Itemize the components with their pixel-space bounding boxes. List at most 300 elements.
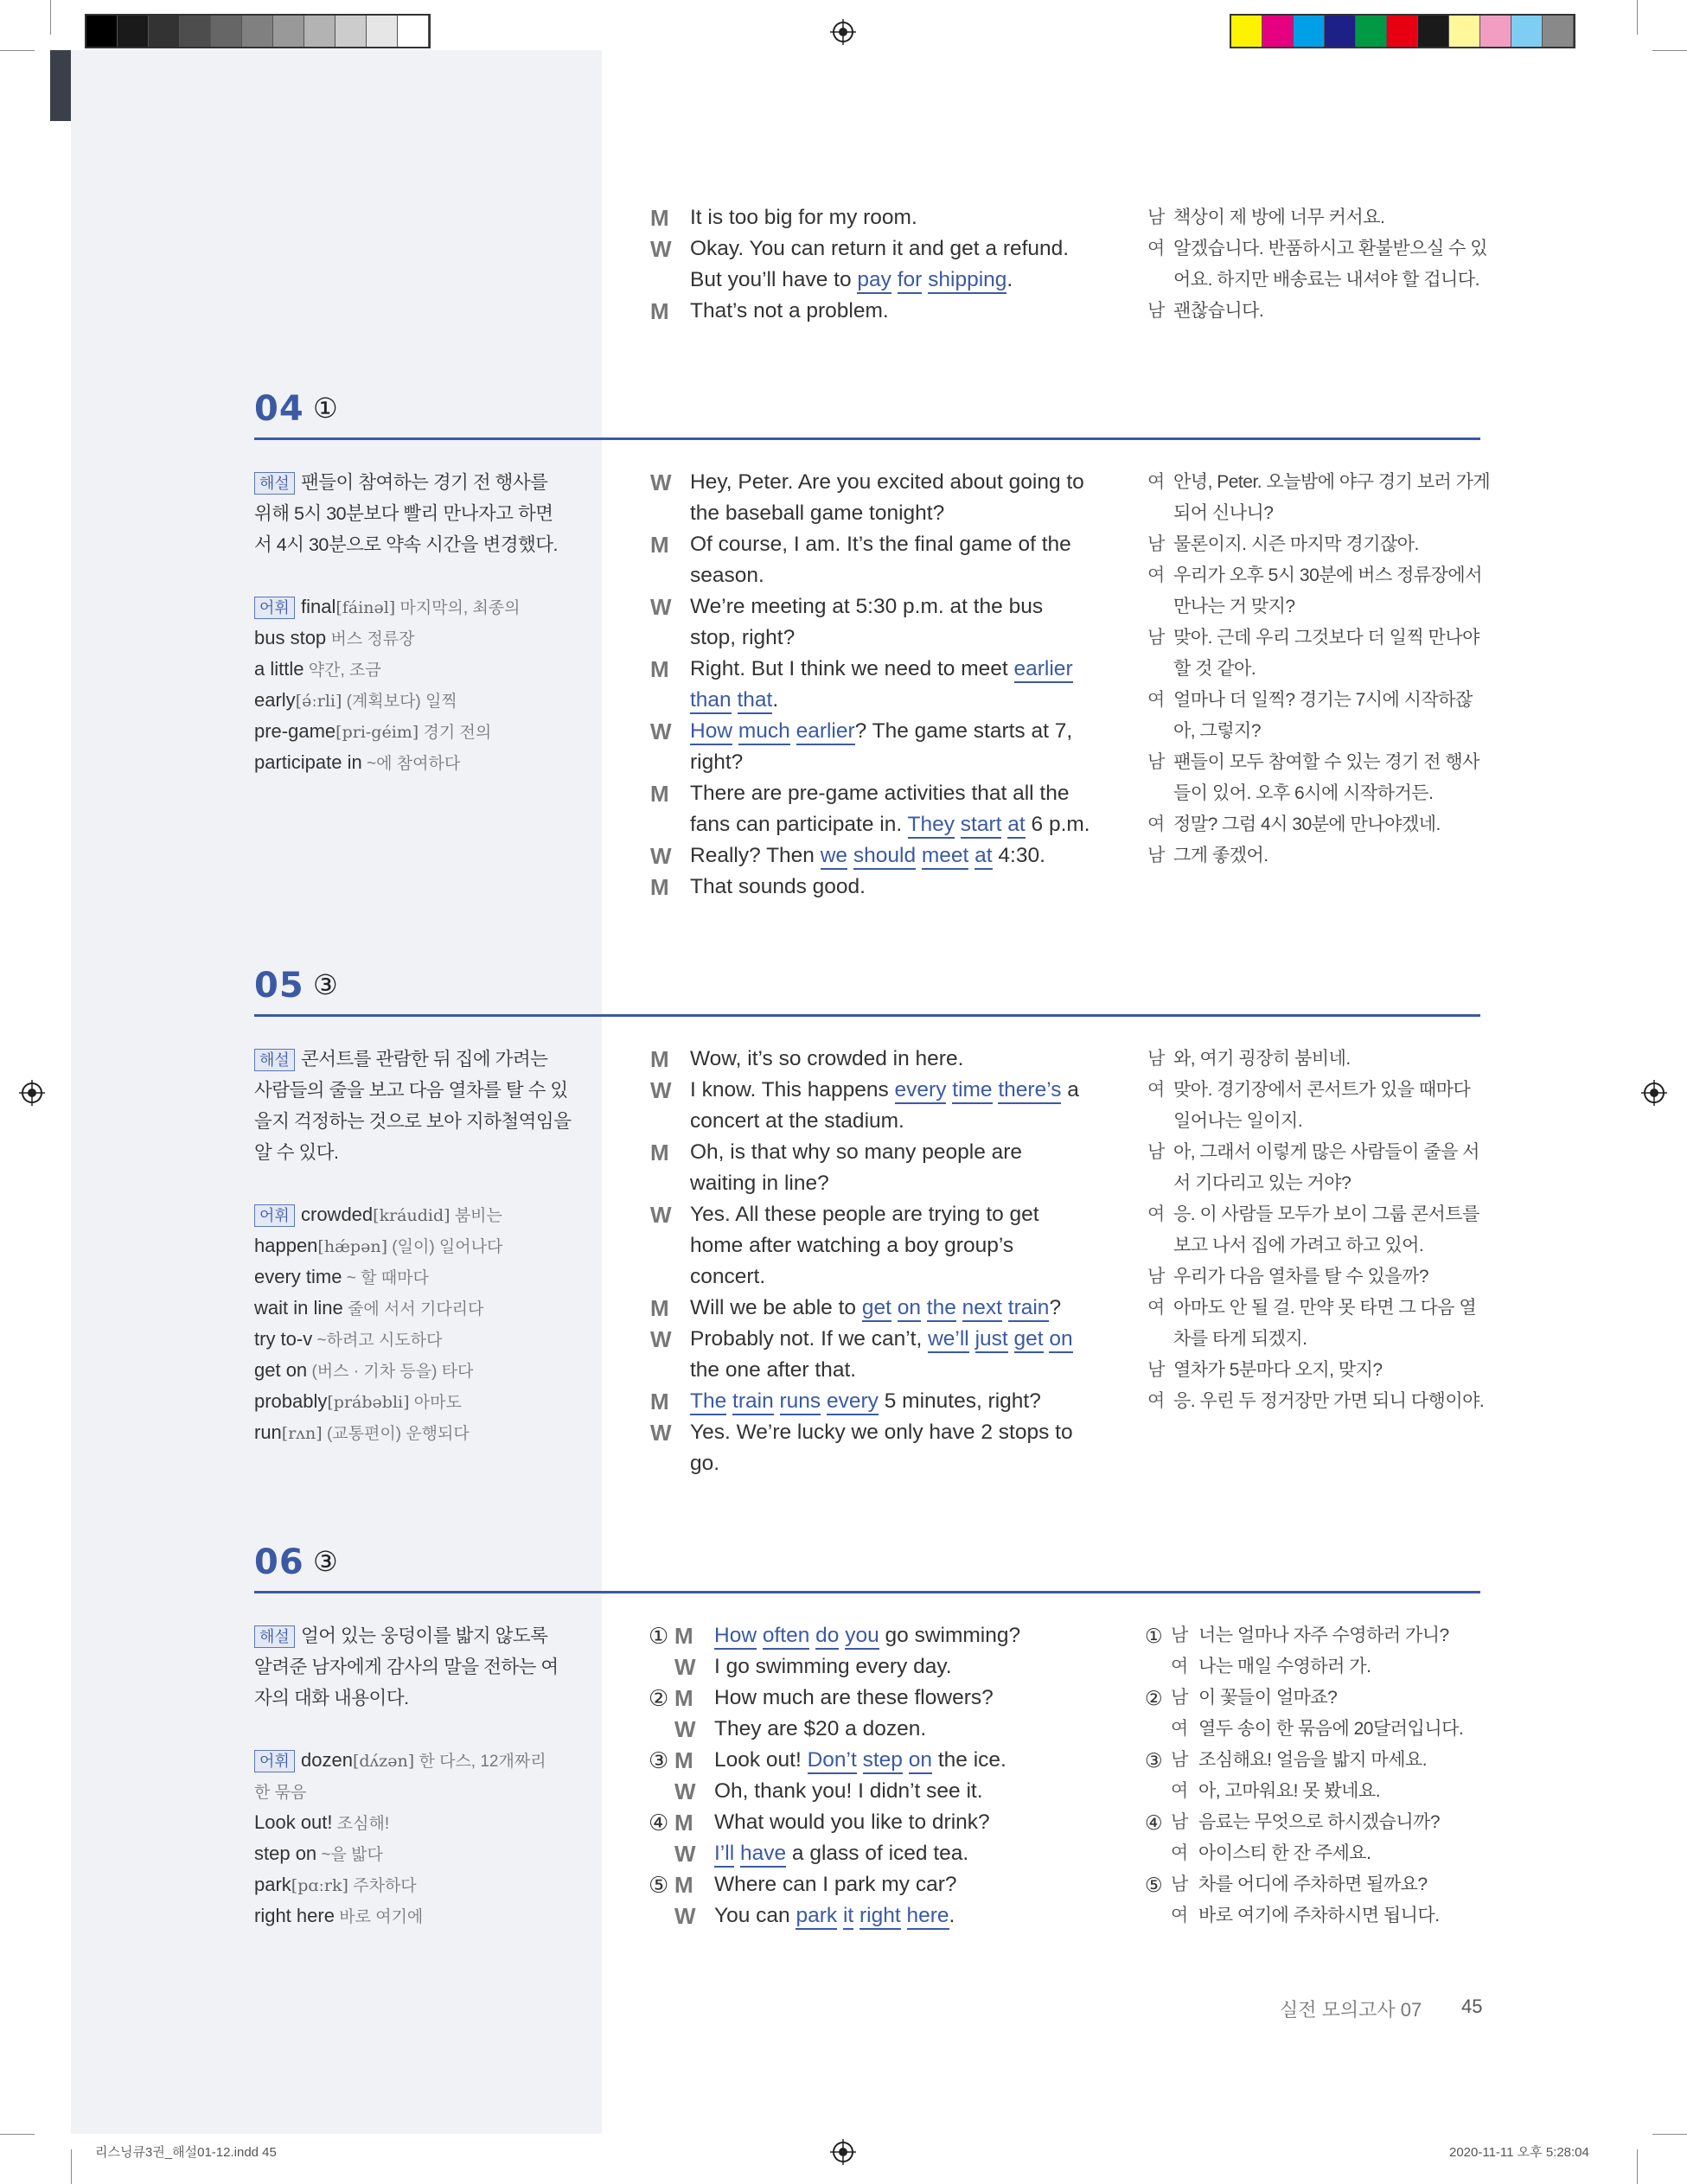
blank-answer: How [690, 719, 732, 745]
translation-line: 할 것 같아. [1173, 659, 1256, 679]
color-swatch [273, 16, 304, 47]
blank-answer: The [690, 1389, 726, 1415]
speaker-label: W [650, 1326, 672, 1352]
translation-line: 우리가 오후 5시 30분에 버스 정류장에서 [1173, 565, 1482, 585]
registration-mark-icon [830, 19, 856, 45]
vocab-word: early [254, 689, 296, 711]
dialogue-line: Probably not. If we can’t, we’ll just get on [690, 1324, 1073, 1355]
crop-mark [71, 2149, 72, 2184]
choice-number: ① [1145, 1625, 1163, 1647]
vocab-pronunciation: [pɑːrk] [291, 1876, 348, 1895]
speaker-label-ko: 여 [1171, 1843, 1189, 1863]
vocabulary-tag: 어휘 [254, 1204, 295, 1227]
question-number: 06 [254, 1542, 304, 1582]
translation-line: 와, 여기 굉장히 붐비네. [1173, 1049, 1351, 1069]
vocab-word: park [254, 1874, 291, 1895]
choice-number: ⑤ [649, 1872, 669, 1898]
blank-answer: pay [857, 268, 891, 294]
translation-line: 응. 우린 두 정거장만 가면 되니 다행이야. [1173, 1391, 1485, 1411]
explanation-text: 팬들이 참여하는 경기 전 행사를 [301, 472, 548, 493]
dialogue-line: I’ll have a glass of iced tea. [714, 1838, 968, 1869]
vocab-entry [254, 1355, 473, 1388]
vocab-word: wait in line [254, 1297, 343, 1319]
translation-line: 정말? 그럼 4시 30분에 만나야겠네. [1173, 814, 1441, 834]
speaker-label: M [674, 1810, 693, 1836]
blank-answer: here [907, 1904, 949, 1930]
dialogue-line: concert at the stadium. [690, 1109, 904, 1133]
speaker-label-ko: 남 [1147, 534, 1166, 554]
dialogue-line: season. [690, 564, 764, 587]
color-swatch [1418, 16, 1449, 47]
blank-answer: on [1049, 1327, 1072, 1353]
dialogue-line: I go swimming every day. [714, 1655, 952, 1678]
vocab-word: Look out! [254, 1811, 333, 1833]
speaker-label-ko: 남 [1147, 1142, 1166, 1162]
vocab-word: right here [254, 1905, 335, 1926]
explanation-tag: 해설 [254, 1625, 295, 1648]
translation-line: 너는 얼마나 자주 수영하러 가니? [1198, 1625, 1449, 1645]
speaker-label-ko: 여 [1147, 814, 1166, 834]
blank-answer: start [961, 813, 1002, 839]
speaker-label: W [674, 1654, 696, 1680]
vocab-meaning: 한 다스, 12개짜리 [414, 1753, 546, 1771]
explanation-tag: 해설 [254, 472, 295, 495]
blank-answer: than [690, 688, 732, 714]
translation-line: 음료는 무엇으로 하시겠습니까? [1198, 1812, 1441, 1832]
dialogue-line: home after watching a boy group’s [690, 1234, 1014, 1257]
explanation-text: 알 수 있다. [254, 1142, 339, 1163]
dialogue-line: You can park it right here. [714, 1900, 955, 1932]
dialogue-line: waiting in line? [690, 1172, 829, 1195]
speaker-label-ko: 여 [1147, 1298, 1166, 1318]
blank-answer: do [815, 1624, 839, 1650]
translation-line: 바로 여기에 주차하시면 됩니다. [1198, 1906, 1440, 1925]
explanation-text: 사람들의 줄을 보고 다음 열차를 탈 수 있 [254, 1080, 568, 1101]
blank-answer: I’ll [714, 1842, 734, 1868]
vocab-word: run [254, 1421, 282, 1443]
dialogue-line: Of course, I am. It’s the final game of the [690, 533, 1071, 556]
registration-mark-icon [19, 1080, 45, 1106]
color-swatch [1231, 16, 1262, 47]
vocab-pronunciation: [rʌn] [281, 1424, 323, 1443]
vocab-word: step on [254, 1842, 317, 1864]
vocab-entry [301, 1745, 546, 1778]
vocab-meaning: 아마도 [409, 1394, 462, 1412]
blank-answer: it [843, 1904, 853, 1930]
translation-line: 들이 있어. 오후 6시에 시작하거든. [1173, 783, 1434, 803]
speaker-label: M [650, 1046, 669, 1072]
speaker-label: M [674, 1872, 693, 1898]
speaker-label: M [650, 656, 669, 682]
dialogue-line: Hey, Peter. Are you excited about going to [690, 470, 1084, 494]
vocab-word: final [301, 596, 336, 617]
vocab-entry [254, 1386, 462, 1419]
blank-answer: much [738, 719, 790, 745]
speaker-label: M [650, 781, 669, 807]
speaker-label-ko: 남 [1147, 208, 1166, 227]
translation-line: 팬들이 모두 참여할 수 있는 경기 전 행사 [1173, 752, 1479, 772]
dialogue-line: How often do you go swimming? [714, 1620, 1020, 1651]
blank-answer: train [1008, 1296, 1050, 1322]
translation-line: 이 꽃들이 얼마죠? [1198, 1688, 1338, 1708]
dialogue-line: go. [690, 1452, 720, 1475]
registration-mark-icon [830, 2139, 856, 2165]
speaker-label-ko: 남 [1147, 301, 1166, 321]
speaker-label-ko: 여 [1147, 1080, 1166, 1100]
speaker-label-ko: 남 [1171, 1750, 1189, 1770]
vocab-entry [254, 747, 460, 780]
vocab-word: pre-game [254, 720, 336, 742]
translation-line: 물론이지. 시즌 마지막 경기잖아. [1173, 534, 1419, 554]
dialogue-line: What would you like to drink? [714, 1810, 990, 1834]
vocab-meaning: ~에 참여하다 [361, 755, 461, 773]
color-swatch [304, 16, 335, 47]
vocab-meaning: 주차하다 [348, 1877, 417, 1895]
speaker-label: W [674, 1903, 696, 1929]
vocab-meaning: 버스 정류장 [326, 630, 415, 648]
translation-line: 보고 나서 집에 가려고 하고 있어. [1173, 1236, 1424, 1255]
blank-answer: get [862, 1296, 891, 1322]
speaker-label-ko: 여 [1171, 1781, 1189, 1801]
blank-answer: that [738, 688, 773, 714]
translation-line: 나는 매일 수영하러 가. [1198, 1657, 1371, 1676]
blank-answer: time [952, 1078, 992, 1104]
vocab-word: bus stop [254, 627, 327, 648]
vocab-entry [301, 591, 521, 624]
vocab-meaning: 경기 전의 [419, 724, 492, 742]
dialogue-line: Oh, is that why so many people are [690, 1140, 1023, 1164]
dialogue-line: right? [690, 750, 744, 774]
translation-line: 만나는 거 맞지? [1173, 597, 1295, 616]
question-number: 05 [254, 966, 304, 1006]
blank-answer: on [898, 1296, 921, 1322]
explanation-text: 알려준 남자에게 감사의 말을 전하는 여 [254, 1657, 559, 1677]
crop-mark [50, 0, 51, 35]
translation-line: 차를 어디에 주차하면 될까요? [1198, 1874, 1428, 1894]
speaker-label: W [650, 1420, 672, 1446]
dialogue-line: than that. [690, 685, 778, 716]
vocab-entry [254, 716, 491, 749]
blank-answer: train [732, 1389, 774, 1415]
blank-answer: we’ll [928, 1327, 969, 1353]
dialogue-line: That sounds good. [690, 875, 866, 898]
color-swatch [242, 16, 273, 47]
crop-mark [0, 2134, 35, 2135]
blank-answer: every [827, 1389, 879, 1415]
vocab-meaning: 바로 여기에 [334, 1908, 424, 1926]
registration-mark-icon [1641, 1080, 1667, 1106]
vocab-entry [254, 1869, 417, 1902]
vocab-meaning: ~하려고 시도하다 [312, 1331, 443, 1350]
blank-answer: park [796, 1904, 837, 1930]
speaker-label-ko: 남 [1147, 628, 1166, 648]
footer-test-title: 실전 모의고사 07 [1280, 1999, 1422, 2021]
color-swatch [149, 16, 180, 47]
blank-answer: They [908, 813, 955, 839]
vocab-entry [254, 654, 381, 686]
color-swatch [1480, 16, 1511, 47]
color-swatch [335, 16, 367, 47]
blank-answer: earlier [1014, 657, 1073, 683]
choice-number: ④ [649, 1810, 669, 1836]
print-slug-filename: 리스닝큐3권_해설01-12.indd 45 [95, 2145, 277, 2160]
vocab-meaning: 한 묶음 [254, 1784, 307, 1802]
blank-answer: at [1007, 813, 1025, 839]
speaker-label-ko: 여 [1147, 565, 1166, 585]
vocab-meaning: (버스 · 기차 등을) 타다 [307, 1363, 474, 1381]
vocab-entry [254, 1776, 306, 1809]
vocab-word: get on [254, 1359, 308, 1381]
dialogue-line: Will we be able to get on the next train? [690, 1293, 1061, 1324]
explanation-text: 을지 걱정하는 것으로 보아 지하철역임을 [254, 1111, 572, 1132]
speaker-label: W [650, 469, 672, 495]
vocab-word: crowded [301, 1204, 374, 1225]
color-swatch [1325, 16, 1356, 47]
vocab-word: every time [254, 1266, 342, 1287]
dialogue-line: I know. This happens every time there’s a [690, 1075, 1079, 1106]
vocab-pronunciation: [dʌ́zən] [352, 1752, 415, 1771]
speaker-label: W [650, 718, 672, 744]
speaker-label-ko: 남 [1147, 846, 1166, 865]
blank-answer: on [909, 1748, 932, 1774]
dialogue-line: Yes. All these people are trying to get [690, 1203, 1039, 1226]
choice-number: ② [1145, 1687, 1163, 1709]
translation-line: 아, 고마워요! 못 봤네요. [1198, 1781, 1381, 1801]
blank-answer: there’s [998, 1078, 1061, 1104]
blank-answer: get [1014, 1327, 1044, 1353]
dialogue-line: the baseball game tonight? [690, 501, 945, 525]
vocab-pronunciation: [fáinəl] [335, 598, 396, 617]
dialogue-line: fans can participate in. They start at 6 p.m. [690, 809, 1090, 840]
dialogue-line: Wow, it’s so crowded in here. [690, 1047, 964, 1070]
translation-line: 일어나는 일이지. [1173, 1111, 1303, 1131]
translation-line: 책상이 제 방에 너무 커서요. [1173, 208, 1385, 227]
dialogue-line: Yes. We’re lucky we only have 2 stops to [690, 1421, 1073, 1444]
speaker-label-ko: 여 [1147, 690, 1166, 710]
crop-mark [1637, 0, 1638, 35]
question-number: 04 [254, 389, 304, 429]
vocab-word: happen [254, 1235, 318, 1256]
color-swatch [118, 16, 149, 47]
dialogue-line: Right. But I think we need to meet earlier [690, 654, 1073, 685]
dialogue-line: Oh, thank you! I didn’t see it. [714, 1779, 983, 1803]
blank-answer: meet [922, 844, 968, 870]
translation-line: 맞아. 근데 우리 그것보다 더 일찍 만나야 [1173, 628, 1479, 648]
translation-line: 얼마나 더 일찍? 경기는 7시에 시작하잖 [1173, 690, 1473, 710]
speaker-label: W [674, 1841, 696, 1867]
vocab-entry [254, 1324, 442, 1357]
section-divider [254, 1014, 1480, 1017]
speaker-label-ko: 남 [1171, 1688, 1189, 1708]
translation-line: 되어 신나니? [1173, 503, 1274, 523]
vocab-entry [254, 685, 457, 718]
blank-answer: at [974, 844, 992, 870]
vocabulary-tag: 어휘 [254, 1750, 295, 1772]
vocab-entry [254, 1261, 429, 1294]
speaker-label-ko: 여 [1147, 1391, 1166, 1411]
dialogue-line: Look out! Don’t step on the ice. [714, 1745, 1006, 1776]
section-divider [254, 437, 1480, 440]
blank-answer: How [714, 1624, 757, 1650]
speaker-label: M [650, 532, 669, 558]
speaker-label: M [674, 1623, 693, 1649]
speaker-label: W [674, 1778, 696, 1804]
vocab-meaning: (계획보다) 일찍 [342, 693, 457, 711]
dialogue-line: Where can I park my car? [714, 1873, 957, 1896]
dialogue-line: Really? Then we should meet at 4:30. [690, 840, 1045, 872]
speaker-label: W [650, 1202, 672, 1228]
translation-line: 알겠습니다. 반품하시고 환불받으실 수 있 [1173, 239, 1488, 259]
vocab-entry [254, 1838, 383, 1871]
color-swatch [180, 16, 211, 47]
print-slug-date: 2020-11-11 오후 5:28:04 [1449, 2145, 1589, 2160]
vocab-pronunciation: [prábəbli] [327, 1393, 410, 1412]
vocab-pronunciation: [hǽpən] [317, 1237, 387, 1256]
speaker-label: M [650, 874, 669, 900]
vocab-word: try to-v [254, 1328, 313, 1350]
translation-line: 어요. 하지만 배송료는 내셔야 할 겁니다. [1173, 270, 1479, 290]
speaker-label-ko: 여 [1171, 1719, 1189, 1739]
vocab-entry [254, 1293, 483, 1325]
vocab-meaning: ~을 밟다 [316, 1846, 383, 1864]
color-swatch [1543, 16, 1574, 47]
explanation-text: 자의 대화 내용이다. [254, 1688, 409, 1708]
choice-number: ④ [1145, 1811, 1163, 1834]
dialogue-line: stop, right? [690, 626, 796, 649]
blank-answer: for [898, 268, 923, 294]
dialogue-line: That’s not a problem. [690, 299, 889, 322]
crop-mark [1637, 2149, 1638, 2184]
vocab-entry [254, 1417, 470, 1450]
speaker-label-ko: 남 [1147, 1049, 1166, 1069]
speaker-label-ko: 여 [1147, 472, 1166, 492]
explanation-text: 위해 5시 30분보다 빨리 만나자고 하면 [254, 503, 553, 524]
blank-answer: shipping [928, 268, 1006, 294]
blank-answer: just [975, 1327, 1008, 1353]
vocab-meaning: 약간, 조금 [304, 661, 381, 680]
translation-line: 아, 그래서 이렇게 많은 사람들이 줄을 서 [1173, 1142, 1479, 1162]
speaker-label-ko: 남 [1147, 1267, 1166, 1287]
color-swatch [1294, 16, 1325, 47]
process-color-bar [1230, 14, 1575, 48]
vocab-entry [254, 1230, 502, 1263]
explanation-text: 서 4시 30분으로 약속 시간을 변경했다. [254, 534, 558, 555]
speaker-label-ko: 남 [1147, 1360, 1166, 1380]
translation-line: 아마도 안 될 걸. 만약 못 타면 그 다음 열 [1173, 1298, 1477, 1318]
color-swatch [398, 16, 429, 47]
vocab-entry [254, 623, 415, 655]
choice-number: ① [649, 1623, 669, 1649]
dialogue-line: How much are these flowers? [714, 1686, 994, 1709]
choice-number: ③ [649, 1747, 669, 1773]
speaker-label: M [650, 1389, 669, 1414]
blank-answer: the [927, 1296, 956, 1322]
explanation-tag: 해설 [254, 1049, 295, 1071]
vocab-meaning: 줄에 서서 기다리다 [342, 1300, 484, 1319]
choice-number: ② [649, 1685, 669, 1711]
speaker-label: W [674, 1716, 696, 1742]
translation-line: 열차가 5분마다 오지, 맞지? [1173, 1360, 1383, 1380]
speaker-label-ko: 남 [1147, 752, 1166, 772]
vocab-entry [254, 1807, 389, 1840]
speaker-label: M [674, 1685, 693, 1711]
crop-mark [1652, 50, 1687, 51]
speaker-label: M [650, 1295, 669, 1321]
vocab-meaning: (교통편이) 운행되다 [322, 1425, 470, 1443]
speaker-label-ko: 여 [1171, 1906, 1189, 1925]
color-swatch [211, 16, 242, 47]
speaker-label: M [650, 298, 669, 324]
choice-number: ⑤ [1145, 1874, 1163, 1896]
choice-number: ③ [1145, 1749, 1163, 1772]
speaker-label-ko: 여 [1171, 1657, 1189, 1676]
color-swatch [1511, 16, 1543, 47]
vocab-entry [301, 1199, 502, 1232]
color-swatch [367, 16, 398, 47]
speaker-label-ko: 남 [1171, 1812, 1189, 1832]
speaker-label: M [650, 1140, 669, 1165]
dialogue-line: They are $20 a dozen. [714, 1717, 927, 1740]
vocab-meaning: (일이) 일어나다 [387, 1238, 503, 1256]
blank-answer: we [821, 844, 847, 870]
translation-line: 차를 타게 되겠지. [1173, 1329, 1307, 1349]
translation-line: 서 기다리고 있는 거야? [1173, 1173, 1352, 1193]
dialogue-line: The train runs every 5 minutes, right? [690, 1386, 1041, 1417]
crop-mark [0, 50, 35, 51]
color-swatch [1387, 16, 1418, 47]
blank-answer: Don’t [808, 1748, 857, 1774]
blank-answer: right [859, 1904, 901, 1930]
blank-answer: earlier [796, 719, 855, 745]
blank-answer: have [740, 1842, 786, 1868]
blank-answer: you [845, 1624, 879, 1650]
explanation-text: 콘서트를 관람한 뒤 집에 가려는 [301, 1049, 548, 1070]
vocab-pronunciation: [ə́ːrli] [295, 692, 342, 711]
vocab-pronunciation: [kráudid] [373, 1206, 451, 1225]
speaker-label-ko: 남 [1171, 1874, 1189, 1894]
vocab-meaning: 조심해! [332, 1815, 390, 1833]
speaker-label: W [650, 236, 672, 262]
color-swatch [1356, 16, 1387, 47]
speaker-label: W [650, 843, 672, 869]
page-number: 45 [1461, 1996, 1483, 2017]
vocab-word: a little [254, 658, 304, 680]
blank-answer: often [763, 1624, 810, 1650]
crop-mark [1652, 2134, 1687, 2135]
blank-answer: step [863, 1748, 903, 1774]
translation-line: 조심해요! 얼음을 밟지 마세요. [1198, 1750, 1428, 1770]
blank-answer: every [895, 1078, 947, 1104]
blank-answer: should [853, 844, 916, 870]
answer-choice: ① [313, 393, 338, 424]
color-swatch [1262, 16, 1294, 47]
vocab-meaning: 붐비는 [450, 1207, 502, 1225]
vocab-word: dozen [301, 1749, 353, 1771]
answer-choice: ③ [313, 969, 338, 1000]
color-swatch [1449, 16, 1480, 47]
vocab-entry [254, 1900, 423, 1933]
vocab-meaning: ~ 할 때마다 [342, 1269, 429, 1287]
speaker-label: M [674, 1747, 693, 1773]
speaker-label-ko: 여 [1147, 239, 1166, 259]
dialogue-line: It is too big for my room. [690, 206, 917, 229]
dialogue-line: There are pre-game activities that all the [690, 782, 1070, 805]
translation-line: 아이스티 한 잔 주세요. [1198, 1843, 1371, 1863]
speaker-label-ko: 남 [1171, 1625, 1189, 1645]
dialogue-line: Okay. You can return it and get a refund. [690, 237, 1070, 260]
dialogue-line: the one after that. [690, 1358, 857, 1382]
explanation-text: 얼어 있는 웅덩이를 밟지 않도록 [301, 1625, 548, 1646]
